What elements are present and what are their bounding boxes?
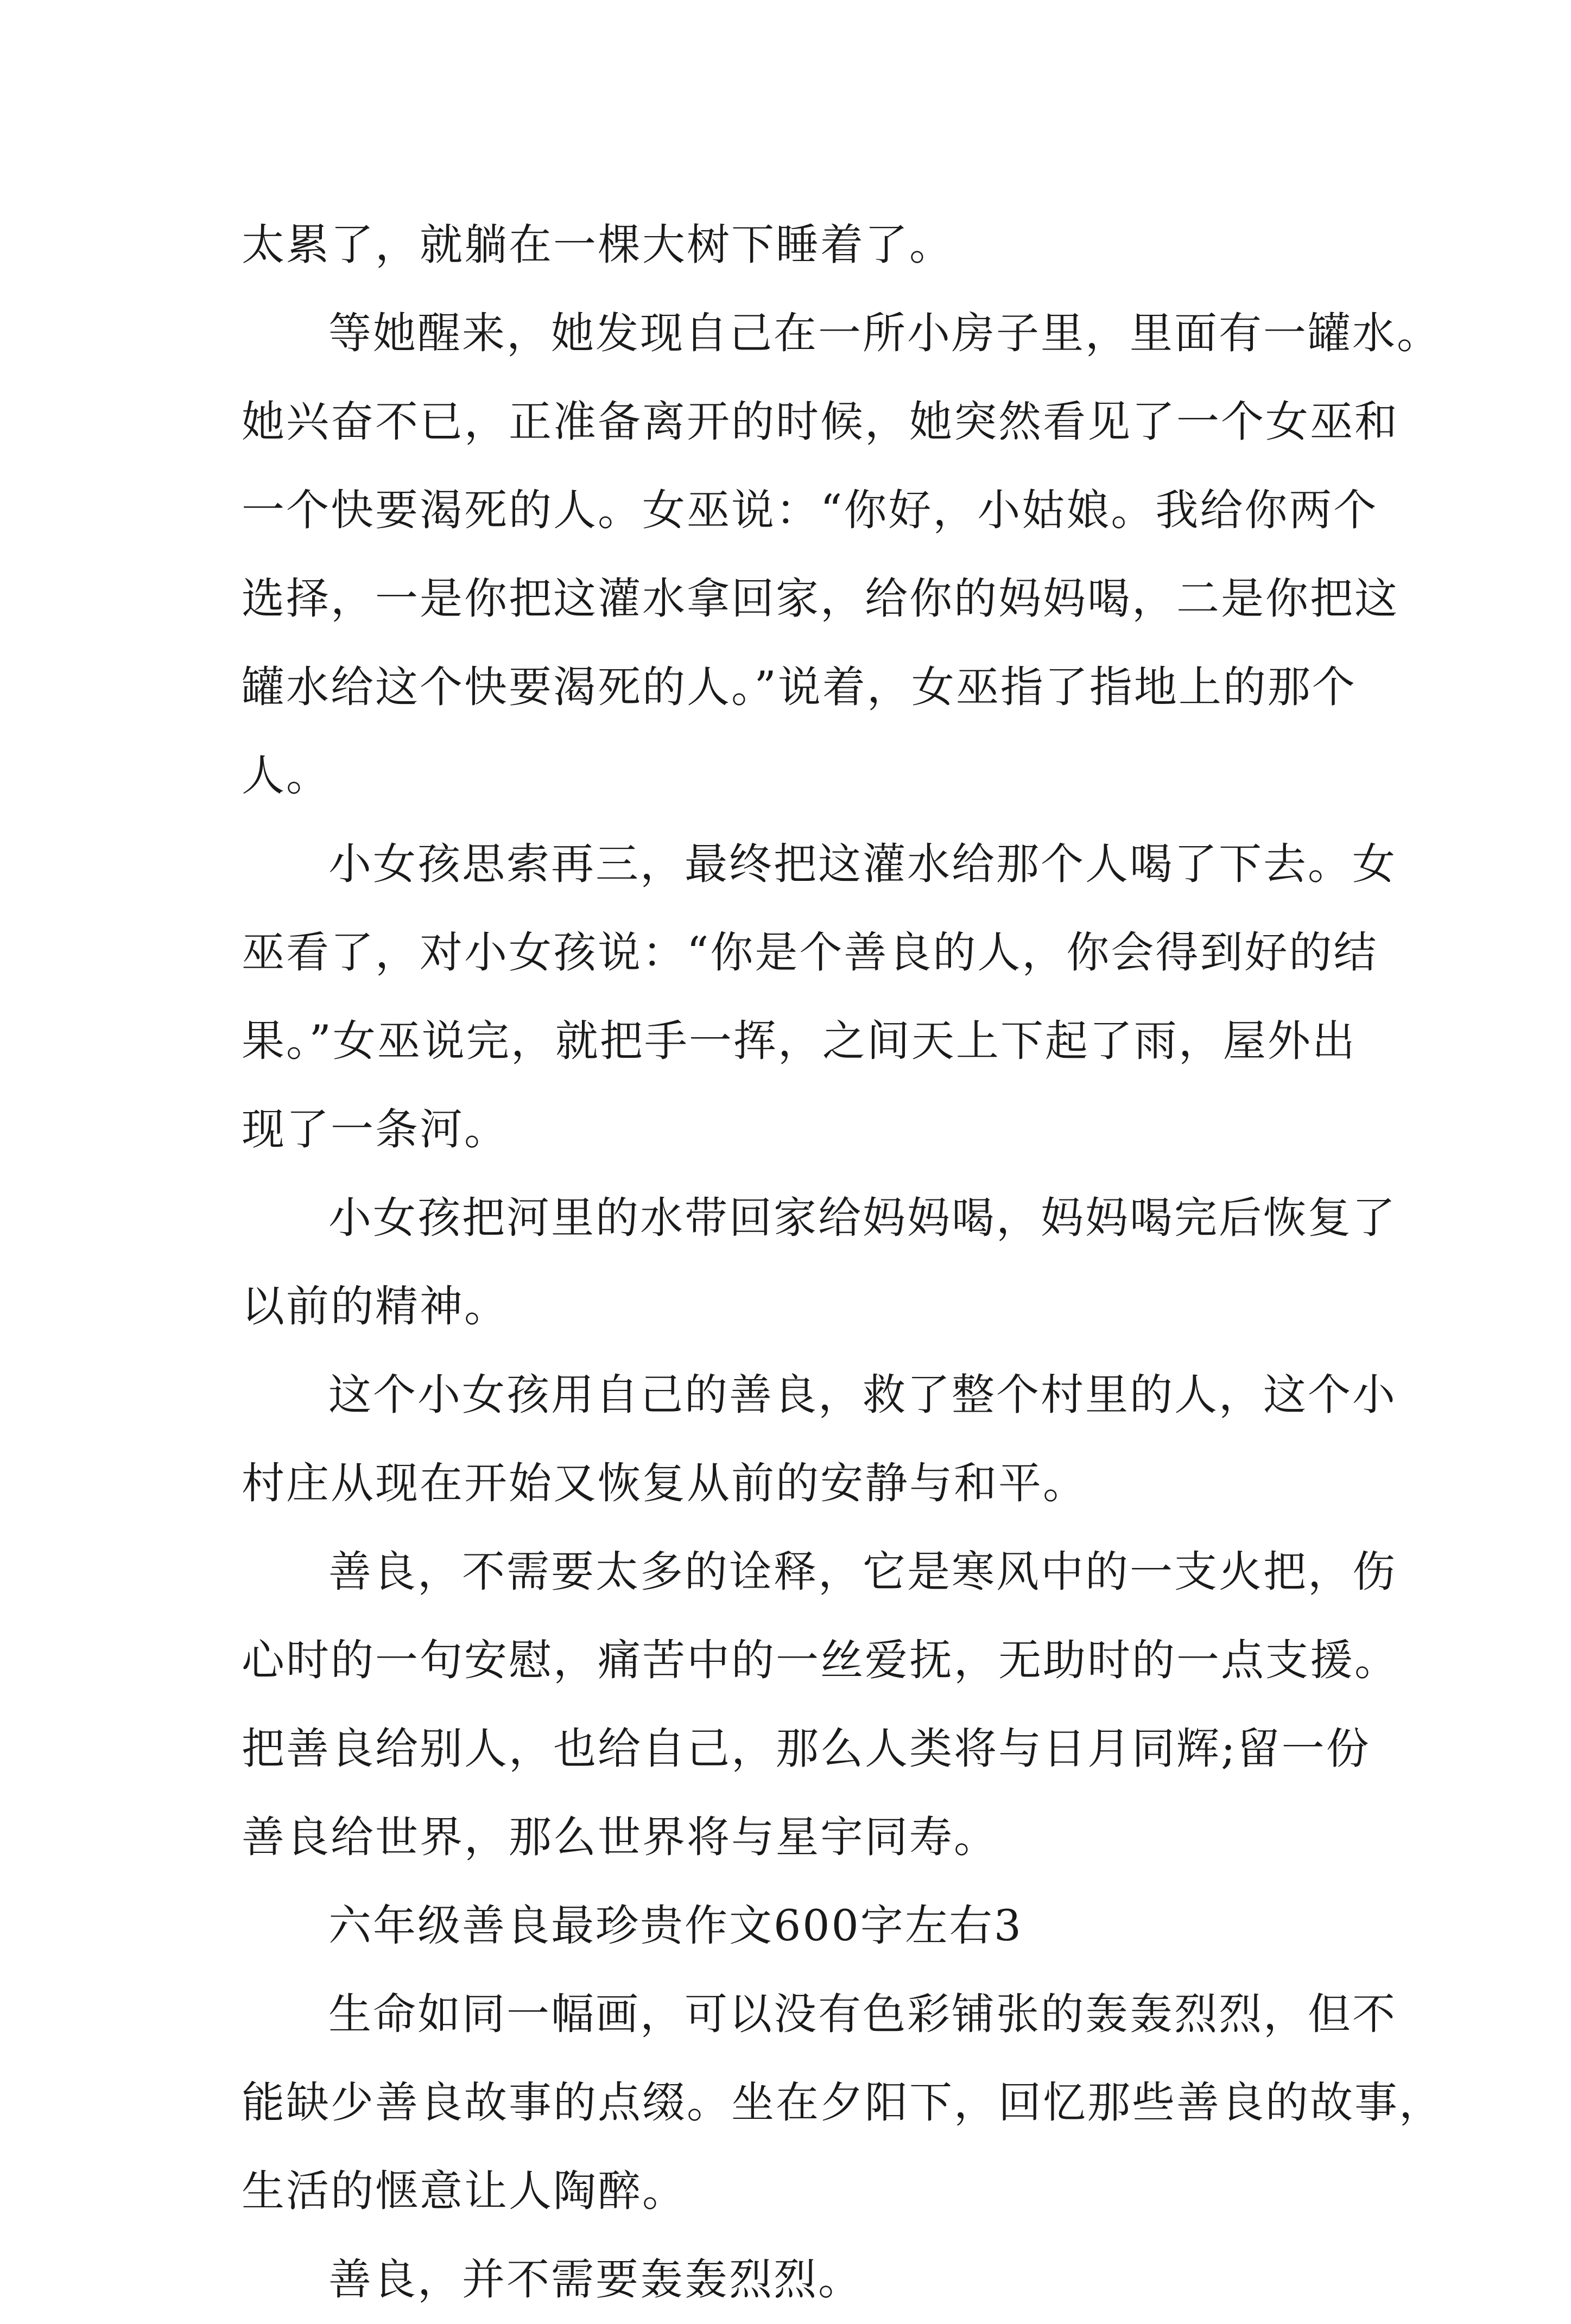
text-line: 现了一条河。 [242,1104,509,1154]
text-line: 太累了，就躺在一棵大树下睡着了。 [242,220,954,270]
text-line: 以前的精神。 [242,1281,509,1331]
text-line: 生命如同一幅画，可以没有色彩铺张的轰轰烈烈，但不 [328,1989,1397,2039]
text-line: 善良给世界，那么世界将与星宇同寿。 [242,1812,998,1862]
body-text [242,201,1443,2324]
text-line: 能缺少善良故事的点缀。坐在夕阳下，回忆那些善良的故事， [242,2078,1443,2128]
text-line: 善良，并不需要轰轰烈烈。 [328,2255,863,2304]
text-line: 把善良给别人，也给自己，那么人类将与日月同辉;留一份 [242,1724,1371,1774]
text-line: 她兴奋不已，正准备离开的时候，她突然看见了一个女巫和 [242,397,1399,447]
text-line: 人。 [242,751,331,801]
text-line: 生活的惬意让人陶醉。 [242,2166,687,2216]
text-line: 小女孩思索再三，最终把这灌水给那个人喝了下去。女 [328,839,1397,889]
text-line: 村庄从现在开始又恢复从前的安静与和平。 [242,1458,1087,1508]
text-line: 这个小女孩用自己的善良，救了整个村里的人，这个小 [328,1370,1397,1420]
text-line: 一个快要渴死的人。女巫说：“你好，小姑娘。我给你两个 [242,485,1378,535]
text-line: 巫看了，对小女孩说：“你是个善良的人，你会得到好的结 [242,928,1378,977]
text-line: 等她醒来，她发现自己在一所小房子里，里面有一罐水。 [328,308,1441,358]
text-line: 善良，不需要太多的诠释，它是寒风中的一支火把，伤 [328,1547,1397,1597]
section-heading: 六年级善良最珍贵作文600字左右3 [328,1901,1023,1951]
text-line: 罐水给这个快要渴死的人。”说着，女巫指了指地上的那个 [242,662,1357,712]
text-line: 选择，一是你把这灌水拿回家，给你的妈妈喝，二是你把这 [242,574,1399,624]
text-line: 果。”女巫说完，就把手一挥，之间天上下起了雨，屋外出 [242,1016,1357,1066]
text-line: 心时的一句安慰，痛苦中的一丝爱抚，无助时的一点支援。 [242,1635,1399,1685]
text-line: 小女孩把河里的水带回家给妈妈喝，妈妈喝完后恢复了 [328,1193,1397,1243]
